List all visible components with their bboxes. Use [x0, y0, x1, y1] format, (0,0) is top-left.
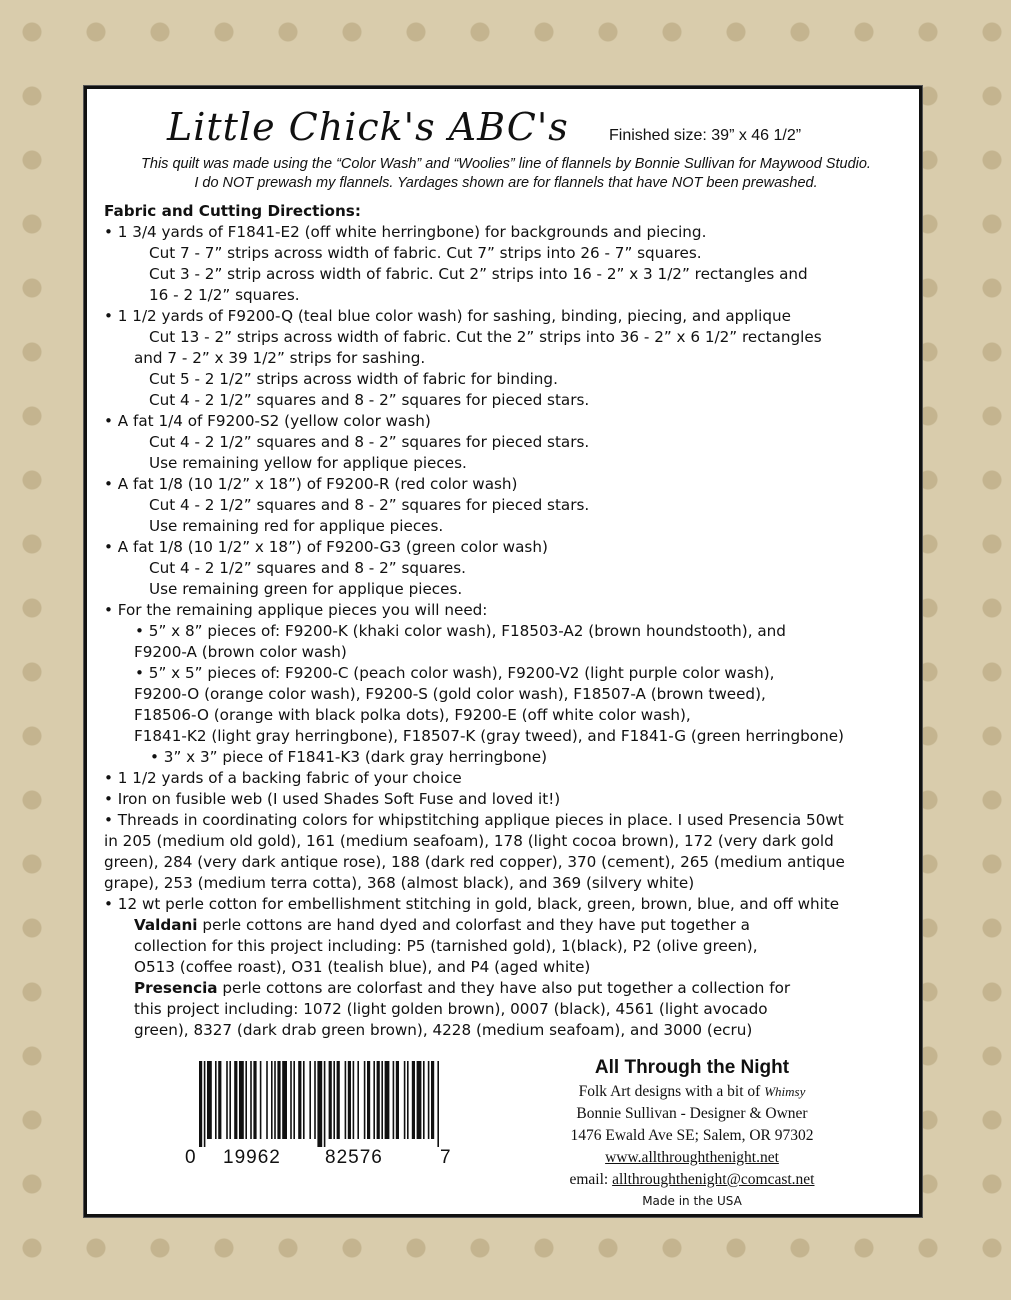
barcode-bar [407, 1061, 409, 1139]
direction-line: • Threads in coordinating colors for whipstitching applique pieces in place. I used Presencia 50wt [104, 811, 844, 829]
barcode-bar [282, 1061, 287, 1139]
barcode-bar [215, 1061, 217, 1139]
barcode-bar [337, 1061, 340, 1139]
designer: Bonnie Sullivan - Designer & Owner [576, 1105, 808, 1122]
barcode-bar [226, 1061, 228, 1139]
barcode-bar [260, 1061, 262, 1139]
valdani-line: Valdani perle cottons are hand dyed and colorfast and they have put together a [134, 916, 750, 934]
barcode-bar [437, 1061, 439, 1147]
barcode-bar [218, 1061, 221, 1139]
barcode [185, 1061, 451, 1168]
barcode-bar [204, 1061, 206, 1147]
barcode-bar [357, 1061, 359, 1139]
barcode-bar [309, 1061, 311, 1139]
presencia-line: green), 8327 (dark drab green brown), 4228 (medium seafoam), and 3000 (ecru) [134, 1021, 753, 1039]
barcode-bar [303, 1061, 305, 1139]
direction-line: Cut 13 - 2” strips across width of fabric. Cut the 2” strips into 36 - 2” x 6 1/2” rectangles [149, 328, 822, 346]
barcode-bar [412, 1061, 415, 1139]
company-name: All Through the Night [594, 1057, 790, 1078]
barcode-bar [317, 1061, 322, 1147]
barcode-bar [353, 1061, 355, 1139]
barcode-bar [250, 1061, 252, 1139]
barcode-bar [377, 1061, 380, 1139]
direction-line: Cut 4 - 2 1/2” squares and 8 - 2” squares for pieced stars. [149, 433, 590, 451]
presencia-line: Presencia perle cottons are colorfast and they have also put together a collection for [134, 979, 791, 997]
direction-line: 16 - 2 1/2” squares. [149, 286, 300, 304]
barcode-bar [385, 1061, 390, 1139]
made-in-usa: Made in the USA [642, 1194, 742, 1208]
barcode-bar [404, 1061, 406, 1139]
website-link[interactable]: www.allthroughthenight.net [605, 1149, 779, 1166]
valdani-label: Valdani [134, 916, 198, 934]
intro-text [87, 155, 925, 193]
barcode-digits-left: 19962 [223, 1147, 281, 1168]
barcode-bar [381, 1061, 383, 1139]
direction-line: • 5” x 8” pieces of: F9200-K (khaki color wash), F18503-A2 (brown houndstooth), and [135, 622, 786, 640]
direction-line: Cut 3 - 2” strip across width of fabric. Cut 2” strips into 16 - 2” x 3 1/2” rectangles and [149, 265, 808, 283]
direction-line: Cut 4 - 2 1/2” squares and 8 - 2” squares for pieced stars. [149, 391, 590, 409]
barcode-bar [245, 1061, 247, 1139]
pattern-card [84, 86, 922, 1217]
barcode-bar [373, 1061, 375, 1139]
direction-line: in 205 (medium old gold), 161 (medium seafoam), 178 (light cocoa brown), 172 (very dark gold [104, 832, 834, 850]
barcode-bar [234, 1061, 237, 1139]
direction-line: Cut 5 - 2 1/2” strips across width of fabric for binding. [149, 370, 558, 388]
presencia-label: Presencia [134, 979, 218, 997]
direction-line: Cut 7 - 7” strips across width of fabric. Cut 7” strips into 26 - 7” squares. [149, 244, 702, 262]
email-link[interactable]: allthroughthenight@comcast.net [612, 1171, 815, 1188]
direction-line: F1841-K2 (light gray herringbone), F18507-K (gray tweed), and F1841-G (green herringbone) [134, 727, 844, 745]
direction-line: Use remaining red for applique pieces. [149, 517, 444, 535]
company-tagline: Folk Art designs with a bit of Whimsy [578, 1083, 806, 1100]
direction-line: F18506-O (orange with black polka dots), F9200-E (off white color wash), [134, 706, 691, 724]
direction-line: • Iron on fusible web (I used Shades Soft Fuse and loved it!) [104, 790, 561, 808]
barcode-bar [329, 1061, 332, 1139]
barcode-bar [266, 1061, 268, 1139]
direction-line: • 1 1/2 yards of a backing fabric of your choice [104, 769, 462, 787]
direction-line: • 5” x 5” pieces of: F9200-C (peach color wash), F9200-V2 (light purple color wash), [135, 664, 775, 682]
direction-line: Cut 4 - 2 1/2” squares and 8 - 2” squares for pieced stars. [149, 496, 590, 514]
barcode-digit: 0 [185, 1147, 196, 1168]
barcode-bars [195, 1061, 445, 1147]
direction-line: Use remaining yellow for applique pieces. [149, 454, 467, 472]
direction-line: grape), 253 (medium terra cotta), 368 (almost black), and 369 (silvery white) [104, 874, 695, 892]
email-line: email: allthroughthenight@comcast.net [569, 1171, 815, 1188]
presencia-line: this project including: 1072 (light golden brown), 0007 (black), 4561 (light avocado [134, 1000, 768, 1018]
direction-line: Use remaining green for applique pieces. [149, 580, 463, 598]
intro-line: This quilt was made using the “Color Wash” and “Woolies” line of flannels by Bonnie Sullivan for Maywood Studio. [141, 156, 871, 172]
direction-line: F9200-O (orange color wash), F9200-S (gold color wash), F18507-A (brown tweed), [134, 685, 766, 703]
barcode-bar [253, 1061, 256, 1139]
direction-line: • 1 1/2 yards of F9200-Q (teal blue color wash) for sashing, binding, piecing, and applique [104, 307, 791, 325]
directions-list [104, 222, 914, 915]
barcode-bar [277, 1061, 280, 1139]
valdani-line: O513 (coffee roast), O31 (tealish blue), and P4 (aged white) [134, 958, 591, 976]
barcode-bar [229, 1061, 231, 1139]
barcode-bar [271, 1061, 273, 1139]
barcode-bar [393, 1061, 395, 1139]
barcode-bar [348, 1061, 351, 1139]
finished-size: Finished size: 39” x 46 1/2” [609, 127, 802, 144]
barcode-bar [239, 1061, 244, 1139]
barcode-bar [345, 1061, 347, 1139]
barcode-bar [207, 1061, 212, 1139]
direction-line: • 3” x 3” piece of F1841-K3 (dark gray herringbone) [150, 748, 548, 766]
barcode-bar [431, 1061, 434, 1139]
barcode-bar [428, 1061, 430, 1139]
barcode-bar [364, 1061, 366, 1139]
barcode-bar [367, 1061, 370, 1139]
direction-line: F9200-A (brown color wash) [134, 643, 347, 661]
direction-line: • A fat 1/8 (10 1/2” x 18”) of F9200-R (red color wash) [104, 475, 518, 493]
barcode-bar [293, 1061, 295, 1139]
intro-line: I do NOT prewash my flannels. Yardages shown are for flannels that have NOT been prewashed. [194, 175, 818, 191]
direction-line: • 1 3/4 yards of F1841-E2 (off white herringbone) for backgrounds and piecing. [104, 223, 707, 241]
barcode-bar [314, 1061, 316, 1139]
barcode-bar [396, 1061, 399, 1139]
direction-line: • 12 wt perle cotton for embellishment stitching in gold, black, green, brown, blue, and off white [104, 895, 840, 913]
direction-line: and 7 - 2” x 39 1/2” strips for sashing. [134, 349, 426, 367]
barcode-bar [417, 1061, 422, 1139]
barcode-bar [274, 1061, 276, 1139]
company-info [542, 1055, 842, 1211]
address: 1476 Ewald Ave SE; Salem, OR 97302 [570, 1127, 814, 1144]
direction-line: • For the remaining applique pieces you will need: [104, 601, 488, 619]
barcode-digits-right: 82576 [325, 1147, 383, 1168]
pattern-title: Little Chick's ABC's [167, 105, 569, 149]
direction-line: Cut 4 - 2 1/2” squares and 8 - 2” squares. [149, 559, 466, 577]
section-heading: Fabric and Cutting Directions: [104, 202, 361, 220]
direction-line: • A fat 1/8 (10 1/2” x 18”) of F9200-G3 (green color wash) [104, 538, 548, 556]
barcode-bar [199, 1061, 202, 1147]
barcode-bar [423, 1061, 425, 1139]
barcode-bar [298, 1061, 301, 1139]
valdani-line: collection for this project including: P5 (tarnished gold), 1(black), P2 (olive green), [134, 937, 758, 955]
direction-line: green), 284 (very dark antique rose), 188 (dark red copper), 370 (cement), 265 (medium antique [104, 853, 845, 871]
direction-line: • A fat 1/4 of F9200-S2 (yellow color wash) [104, 412, 431, 430]
barcode-bar [324, 1061, 326, 1147]
barcode-bar [333, 1061, 335, 1139]
cutting-directions [104, 201, 914, 1041]
barcode-bar [290, 1061, 292, 1139]
barcode-digit: 7 [440, 1147, 451, 1168]
